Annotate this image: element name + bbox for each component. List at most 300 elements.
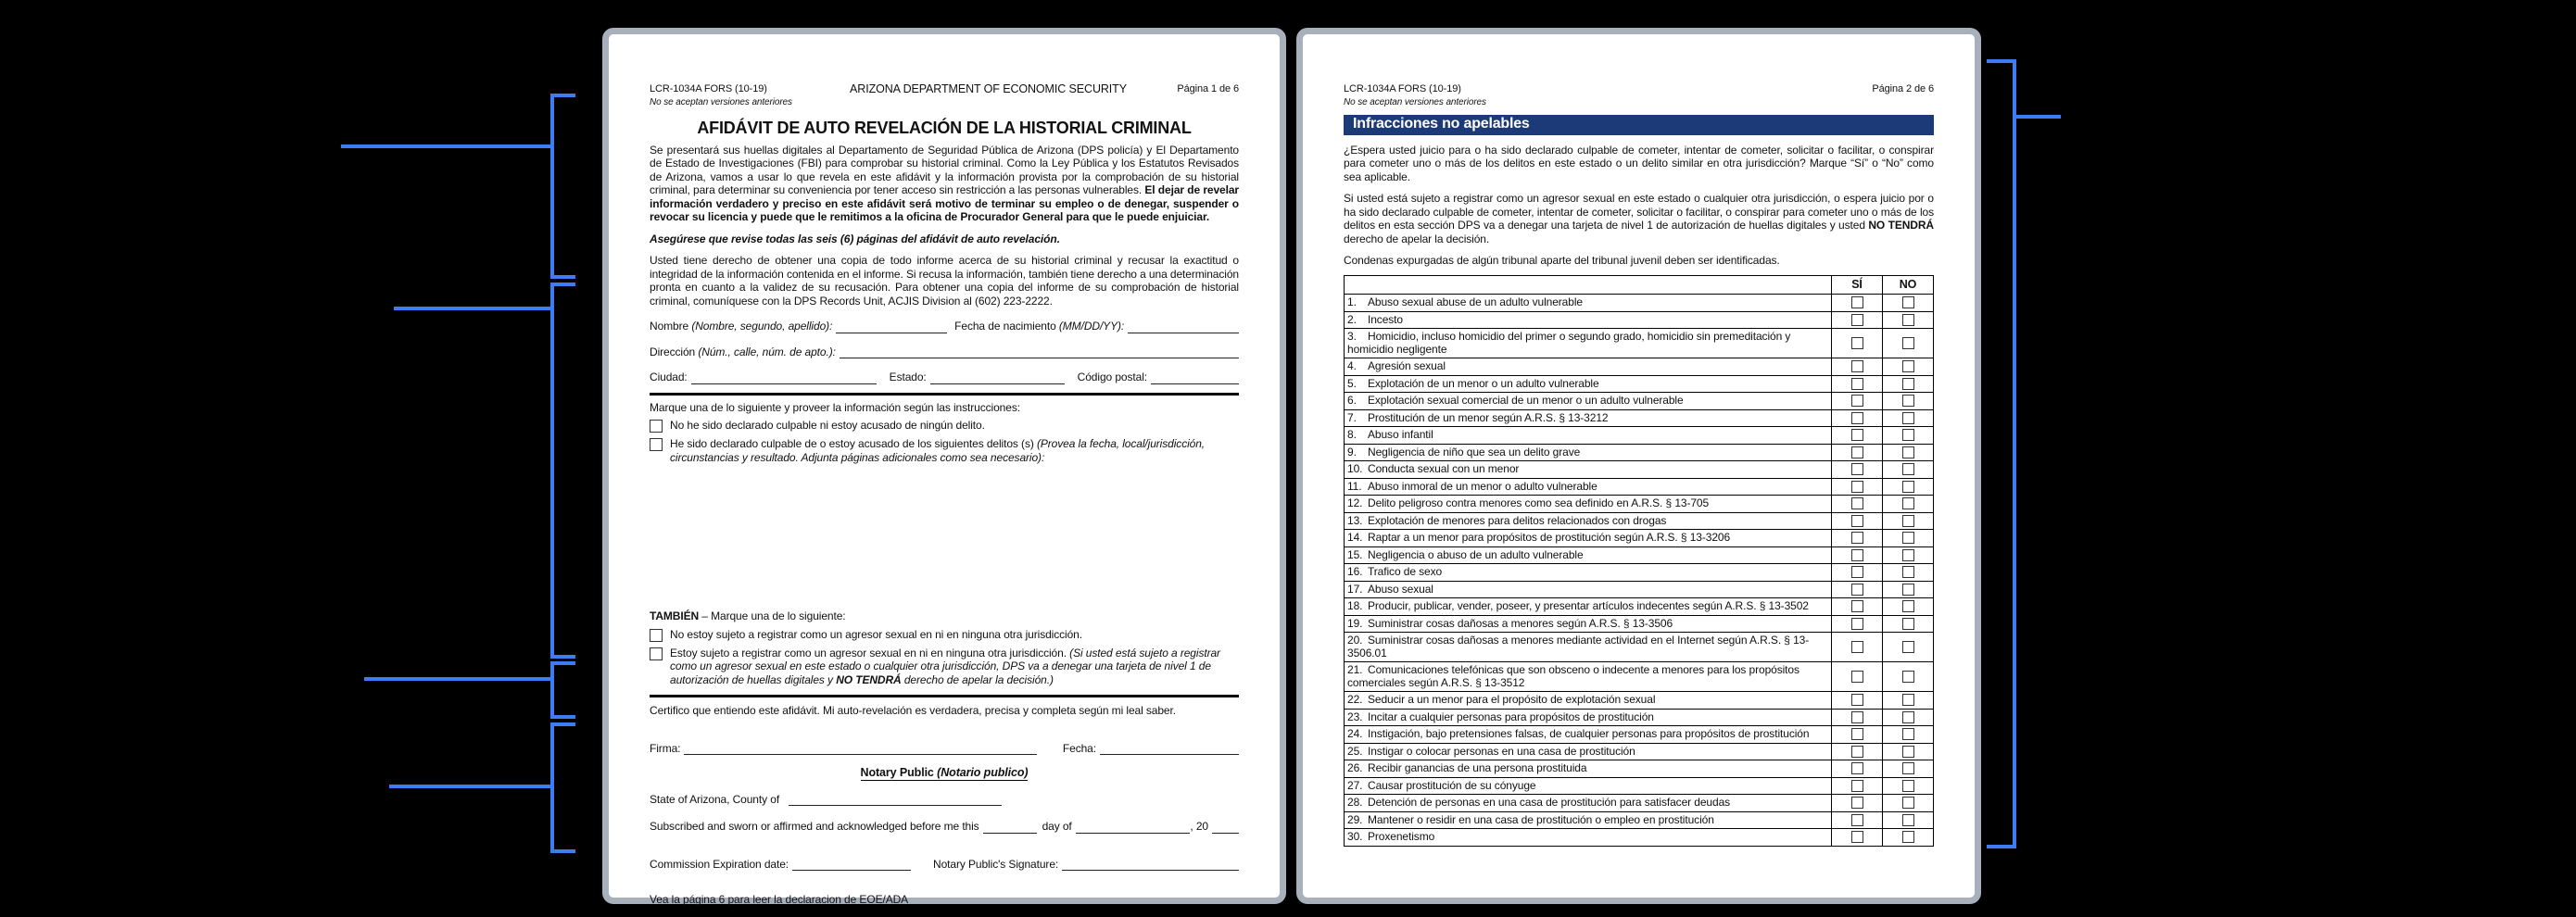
- no-cell: [1883, 692, 1934, 710]
- no-checkbox[interactable]: [1902, 641, 1914, 653]
- no-checkbox[interactable]: [1902, 360, 1914, 372]
- sworn-text-3: , 20: [1190, 820, 1208, 833]
- offense-number: 13.: [1347, 513, 1363, 527]
- offense-cell: [1345, 329, 1832, 358]
- offense-cell: [1345, 564, 1832, 582]
- signature-label: Firma:: [650, 741, 681, 755]
- si-cell: [1832, 478, 1883, 496]
- no-checkbox[interactable]: [1902, 497, 1914, 509]
- dob-field[interactable]: [1128, 320, 1239, 333]
- month-field[interactable]: [1076, 821, 1191, 834]
- offense-text: Instigación, bajo pretensiones falsas, de cualquier personas para propósitos de prostitución: [1368, 727, 1810, 740]
- offense-cell: [1345, 478, 1832, 496]
- annotation-bracket-certify: [550, 661, 575, 719]
- option-registered: [650, 647, 1239, 687]
- table-row: [1345, 496, 1934, 513]
- offense-text: Mantener o residir en una casa de prostitución o empleo en prostitución: [1368, 812, 1714, 826]
- si-cell: [1832, 311, 1883, 329]
- offense-text: Delito peligroso contra menores como sea definido en A.R.S. § 13-705: [1368, 496, 1710, 509]
- offense-number: 14.: [1347, 531, 1363, 544]
- commission-label: Commission Expiration date:: [650, 857, 789, 871]
- intro-regular: Se presentará sus huellas digitales al Departamento de Seguridad Pública de Arizona (DPS policía) y El Departamento de Estado de Investigaciones (FBI) para comprobar su historial criminal. Como la Ley Pública y los Estatutos Revisados de Arizona, vamos a usar lo que revela en este afidávit y la información provista por la comprobación de su historial criminal, para determinar su conveniencia por tener acceso sin restricción a las personas vulnerables.: [650, 143, 1239, 196]
- si-cell: [1832, 358, 1883, 376]
- annotation-bracket-intro: [550, 94, 575, 279]
- expunged-note: Condenas expurgadas de algún tribunal aparte del tribunal juvenil deben ser identificadas.: [1344, 254, 1780, 267]
- offense-cell: [1345, 311, 1832, 329]
- no-cell: [1883, 743, 1934, 760]
- option-label: He sido declarado culpable de o estoy acusado de los siguientes delitos (s) (Provea la fecha, local/jurisdicción, circunstancias y resultado. Adjunta páginas adicionales como sea necesario):: [670, 437, 1206, 464]
- no-checkbox[interactable]: [1902, 463, 1914, 475]
- table-row: [1345, 615, 1934, 633]
- table-row: [1345, 692, 1934, 710]
- si-header: SÍ: [1832, 275, 1883, 295]
- si-checkbox[interactable]: [1851, 831, 1863, 843]
- write-in-area[interactable]: [650, 464, 1239, 601]
- no-header: NO: [1883, 275, 1934, 295]
- year-field[interactable]: [1212, 821, 1239, 834]
- offense-text: Explotación de menores para delitos relacionados con drogas: [1368, 513, 1667, 527]
- sworn-row: [650, 820, 1239, 834]
- table-row: [1345, 358, 1934, 376]
- offense-text: Explotación de un menor o un adulto vulnerable: [1368, 376, 1599, 390]
- intro-paragraph: [650, 144, 1239, 224]
- offense-text: Negligencia o abuso de un adulto vulnerable: [1368, 547, 1584, 561]
- option-label: No he sido declarado culpable ni estoy acusado de ningún delito.: [670, 419, 985, 432]
- table-row: [1345, 709, 1934, 726]
- no-checkbox[interactable]: [1902, 797, 1914, 809]
- si-checkbox[interactable]: [1851, 337, 1863, 349]
- no-checkbox[interactable]: [1902, 711, 1914, 723]
- commission-row: [650, 858, 1239, 872]
- offense-cell: [1345, 375, 1832, 393]
- name-field[interactable]: [836, 320, 947, 333]
- no-cell: [1883, 496, 1934, 513]
- si-checkbox[interactable]: [1851, 746, 1863, 758]
- no-checkbox[interactable]: [1902, 515, 1914, 527]
- offense-cell: [1345, 777, 1832, 795]
- annotation-connector-notary: [389, 785, 550, 788]
- no-checkbox[interactable]: [1902, 671, 1914, 683]
- table-row: [1345, 633, 1934, 662]
- county-field[interactable]: [789, 793, 1002, 806]
- no-cell: [1883, 777, 1934, 795]
- offense-number: 19.: [1347, 616, 1363, 630]
- offenses-table: [1344, 275, 1934, 847]
- no-cell: [1883, 329, 1934, 358]
- no-checkbox[interactable]: [1902, 762, 1914, 774]
- date-label: Fecha:: [1062, 741, 1096, 755]
- page2-header: [1344, 82, 1934, 109]
- annotation-connector-form: [394, 307, 550, 310]
- day-field[interactable]: [983, 821, 1037, 834]
- no-checkbox[interactable]: [1902, 780, 1914, 792]
- offense-cell: [1345, 743, 1832, 760]
- annotation-bracket-form: [550, 283, 575, 659]
- notary-signature-field[interactable]: [1062, 858, 1239, 871]
- dob-label: Fecha de nacimiento (MM/DD/YY):: [954, 320, 1125, 333]
- no-checkbox[interactable]: [1902, 694, 1914, 706]
- si-checkbox[interactable]: [1851, 618, 1863, 630]
- date-field[interactable]: [1100, 742, 1239, 755]
- offense-number: 23.: [1347, 710, 1363, 723]
- offense-cell: [1345, 829, 1832, 847]
- name-row: [650, 320, 1239, 333]
- page1-header: [650, 82, 1239, 109]
- offense-text: Abuso sexual abuse de un adulto vulnerable: [1368, 295, 1583, 308]
- table-row: [1345, 375, 1934, 393]
- si-cell: [1832, 581, 1883, 598]
- si-checkbox[interactable]: [1851, 412, 1863, 424]
- city-label: Ciudad:: [650, 371, 688, 383]
- no-cell: [1883, 598, 1934, 616]
- no-cell: [1883, 358, 1934, 376]
- offense-cell: [1345, 444, 1832, 461]
- no-checkbox[interactable]: [1902, 532, 1914, 544]
- no-checkbox[interactable]: [1902, 549, 1914, 561]
- offense-text: Suministrar cosas dañosas a menores según A.R.S. § 13-3506: [1368, 616, 1673, 630]
- si-cell: [1832, 615, 1883, 633]
- offense-text: Detención de personas en una casa de prostitución para satisfacer deudas: [1368, 796, 1731, 809]
- offense-number: 11.: [1347, 479, 1362, 493]
- offense-number: 30.: [1347, 830, 1363, 843]
- si-cell: [1832, 692, 1883, 710]
- offense-cell: [1345, 760, 1832, 778]
- offense-text: Incitar a cualquier personas para propósitos de prostitución: [1368, 710, 1654, 723]
- not-registered-checkbox[interactable]: [650, 629, 663, 642]
- si-cell: [1832, 829, 1883, 847]
- offense-number: 10.: [1347, 462, 1363, 475]
- state-field[interactable]: [930, 371, 1065, 384]
- offense-cell: [1345, 709, 1832, 726]
- si-cell: [1832, 461, 1883, 479]
- offense-text: Comunicaciones telefónicas que son obsceno o indecente a menores para los propósitos comerciales según A.R.S. § 13-3512: [1347, 663, 1799, 689]
- form-note: No se aceptan versiones anteriores: [650, 96, 792, 107]
- si-checkbox[interactable]: [1851, 762, 1863, 774]
- offense-cell: [1345, 496, 1832, 513]
- no-cell: [1883, 581, 1934, 598]
- department-title: ARIZONA DEPARTMENT OF ECONOMIC SECURITY: [850, 82, 1127, 95]
- commission-date-field[interactable]: [792, 858, 911, 871]
- address-field[interactable]: [840, 345, 1239, 358]
- offense-cell: [1345, 295, 1832, 312]
- si-checkbox[interactable]: [1851, 780, 1863, 792]
- si-cell: [1832, 633, 1883, 662]
- si-cell: [1832, 530, 1883, 547]
- table-row: [1345, 461, 1934, 479]
- offense-text: Suministrar cosas dañosas a menores mediante actividad en el Internet según A.R.S. § 13-3506.01: [1347, 634, 1810, 659]
- page-1: [602, 28, 1286, 904]
- question-paragraph: ¿Espera usted juicio para o ha sido declarado culpable de cometer, intentar de cometer, solicitar o facilitar, o conspirar para cometer uno o más de los delitos en este estado o un delito similar en otra jurisdicción? Marque “Sí” o “No” como sea aplicable.: [1344, 143, 1934, 183]
- si-cell: [1832, 512, 1883, 530]
- no-cell: [1883, 726, 1934, 744]
- offense-text: Conducta sexual con un menor: [1368, 462, 1520, 475]
- city-row: [650, 371, 1239, 384]
- table-header-row: [1345, 275, 1934, 295]
- option-conviction: [650, 437, 1239, 464]
- no-cell: [1883, 795, 1934, 812]
- table-row: [1345, 530, 1934, 547]
- offense-text: Recibir ganancias de una persona prostituida: [1368, 761, 1587, 774]
- offense-number: 20.: [1347, 634, 1363, 647]
- si-checkbox[interactable]: [1851, 728, 1863, 740]
- offense-cell: [1345, 358, 1832, 376]
- no-cell: [1883, 546, 1934, 564]
- offense-cell: [1345, 393, 1832, 410]
- table-row: [1345, 564, 1934, 582]
- si-checkbox[interactable]: [1851, 584, 1863, 596]
- si-checkbox[interactable]: [1851, 711, 1863, 723]
- si-checkbox[interactable]: [1851, 532, 1863, 544]
- offense-number: 29.: [1347, 812, 1363, 826]
- si-checkbox[interactable]: [1851, 378, 1863, 390]
- table-row: [1345, 795, 1934, 812]
- offense-number: 6.: [1347, 394, 1357, 407]
- si-cell: [1832, 546, 1883, 564]
- offense-number: 1.: [1347, 295, 1357, 308]
- address-label: Dirección (Núm., calle, núm. de apto.):: [650, 345, 836, 358]
- offense-number: 5.: [1347, 376, 1357, 390]
- no-checkbox[interactable]: [1902, 814, 1914, 826]
- si-checkbox[interactable]: [1851, 600, 1863, 612]
- no-checkbox[interactable]: [1902, 728, 1914, 740]
- si-checkbox[interactable]: [1851, 481, 1863, 493]
- zip-label: Código postal:: [1077, 371, 1147, 383]
- si-cell: [1832, 409, 1883, 427]
- si-checkbox[interactable]: [1851, 497, 1863, 509]
- si-cell: [1832, 726, 1883, 744]
- instructions-heading: Marque una de lo siguiente y proveer la información según las instrucciones:: [650, 400, 1020, 414]
- si-cell: [1832, 709, 1883, 726]
- offense-cell: [1345, 811, 1832, 829]
- option-no-conviction: [650, 419, 1239, 433]
- form-note: No se aceptan versiones anteriores: [1344, 96, 1486, 107]
- si-cell: [1832, 444, 1883, 461]
- no-checkbox[interactable]: [1902, 429, 1914, 441]
- si-cell: [1832, 598, 1883, 616]
- no-checkbox[interactable]: [1902, 584, 1914, 596]
- si-cell: [1832, 795, 1883, 812]
- no-cell: [1883, 829, 1934, 847]
- no-cell: [1883, 564, 1934, 582]
- si-checkbox[interactable]: [1851, 515, 1863, 527]
- no-checkbox[interactable]: [1902, 314, 1914, 326]
- offense-cell: [1345, 427, 1832, 445]
- no-cell: [1883, 811, 1934, 829]
- si-checkbox[interactable]: [1851, 566, 1863, 578]
- offense-text: Abuso infantil: [1368, 428, 1433, 441]
- no-cell: [1883, 311, 1934, 329]
- no-checkbox[interactable]: [1902, 446, 1914, 458]
- offense-number: 27.: [1347, 778, 1363, 792]
- no-checkbox[interactable]: [1902, 337, 1914, 349]
- offense-text: Agresión sexual: [1368, 359, 1446, 372]
- conviction-checkbox[interactable]: [650, 438, 663, 451]
- offense-text: Homicidio, incluso homicidio del primer o segundo grado, homicidio sin premeditación y homicidio negligente: [1347, 330, 1791, 356]
- offense-cell: [1345, 795, 1832, 812]
- si-cell: [1832, 777, 1883, 795]
- offense-number: 9.: [1347, 445, 1357, 458]
- offense-cell: [1345, 409, 1832, 427]
- si-checkbox[interactable]: [1851, 296, 1863, 308]
- table-row: [1345, 478, 1934, 496]
- zip-field[interactable]: [1151, 371, 1239, 384]
- offense-text: Raptar a un menor para propósitos de prostitución según A.R.S. § 13-3206: [1368, 531, 1731, 544]
- table-row: [1345, 311, 1934, 329]
- no-checkbox[interactable]: [1902, 566, 1914, 578]
- si-checkbox[interactable]: [1851, 395, 1863, 407]
- offense-text: Incesto: [1368, 312, 1403, 326]
- divider: [650, 695, 1239, 697]
- offense-cell: [1345, 598, 1832, 616]
- tambien-heading: TAMBIÉN – Marque una de lo siguiente:: [650, 609, 846, 622]
- si-checkbox[interactable]: [1851, 797, 1863, 809]
- no-checkbox[interactable]: [1902, 378, 1914, 390]
- offense-number: 8.: [1347, 428, 1357, 441]
- page-2: [1296, 28, 1981, 904]
- si-checkbox[interactable]: [1851, 671, 1863, 683]
- page1-footer: Vea la página 6 para leer la declaracion de EOE/ADA: [650, 893, 909, 906]
- no-cell: [1883, 709, 1934, 726]
- no-cell: [1883, 444, 1934, 461]
- table-row: [1345, 598, 1934, 616]
- offense-text: Trafico de sexo: [1368, 565, 1443, 578]
- no-checkbox[interactable]: [1902, 481, 1914, 493]
- si-cell: [1832, 496, 1883, 513]
- annotation-bracket-page2: [1987, 59, 2016, 848]
- no-checkbox[interactable]: [1902, 395, 1914, 407]
- registry-paragraph: Si usted está sujeto a registrar como un agresor sexual en este estado o cualquier otra jurisdicción, o espera juicio por o ha sido declarado culpable de cometer, intentar de cometer, solicitar o facilitar, o conspirar para cometer uno o más de los delitos en esta sección DPS va a denegar una tarjeta de nivel 1 de autorización de huellas digitales y usted NO TENDRÁ derecho de apelar la decisión.: [1344, 192, 1934, 245]
- si-cell: [1832, 760, 1883, 778]
- si-checkbox[interactable]: [1851, 314, 1863, 326]
- no-cell: [1883, 760, 1934, 778]
- rights-paragraph: Usted tiene derecho de obtener una copia de todo informe acerca de su historial criminal y recusar la exactitud o integridad de la información contenida en el informe. Si recusa la información, también tiene derecho a una determinación pronta en cuanto a la validez de su recusación. Para obtener una copia del informe de su comprobación de historial criminal, comuníquese con la DPS Records Unit, ACJIS Division al (602) 223-2222.: [650, 254, 1239, 308]
- annotation-bracket-notary: [550, 722, 575, 853]
- offense-cell: [1345, 633, 1832, 662]
- si-cell: [1832, 811, 1883, 829]
- offense-text: Abuso inmoral de un menor o adulto vulnerable: [1368, 479, 1597, 493]
- no-cell: [1883, 662, 1934, 692]
- no-checkbox[interactable]: [1902, 746, 1914, 758]
- offense-number: 16.: [1347, 565, 1363, 578]
- offense-number: 12.: [1347, 496, 1363, 509]
- offense-cell: [1345, 581, 1832, 598]
- offense-text: Proxenetismo: [1368, 830, 1435, 843]
- notary-signature-label: Notary Public's Signature:: [933, 857, 1059, 871]
- section-banner: Infracciones no apelables: [1344, 115, 1934, 135]
- no-cell: [1883, 478, 1934, 496]
- no-cell: [1883, 530, 1934, 547]
- certify-statement: Certifico que entiendo este afidávit. Mi auto-revelación es verdadera, precisa y completa según mi leal saber.: [650, 704, 1176, 717]
- no-cell: [1883, 409, 1934, 427]
- si-checkbox[interactable]: [1851, 814, 1863, 826]
- no-checkbox[interactable]: [1902, 831, 1914, 843]
- offense-number: 7.: [1347, 410, 1357, 424]
- table-row: [1345, 760, 1934, 778]
- offense-text: Negligencia de niño que sea un delito grave: [1368, 445, 1581, 458]
- review-note: Asegúrese que revise todas las seis (6) páginas del afidávit de auto revelación.: [650, 232, 1060, 245]
- name-label: Nombre (Nombre, segundo, apellido):: [650, 320, 833, 333]
- table-row: [1345, 662, 1934, 692]
- table-row: [1345, 393, 1934, 410]
- offense-text: Producir, publicar, vender, poseer, y presentar artículos indecentes según A.R.S. § 13-3502: [1368, 599, 1809, 612]
- no-checkbox[interactable]: [1902, 618, 1914, 630]
- table-row: [1345, 329, 1934, 358]
- offense-number: 26.: [1347, 761, 1363, 774]
- notary-state-row: [650, 793, 1239, 807]
- si-cell: [1832, 662, 1883, 692]
- registered-checkbox[interactable]: [650, 647, 663, 660]
- si-checkbox[interactable]: [1851, 360, 1863, 372]
- page-number: Página 2 de 6: [1872, 83, 1934, 94]
- table-row: [1345, 811, 1934, 829]
- si-checkbox[interactable]: [1851, 641, 1863, 653]
- table-row: [1345, 829, 1934, 847]
- offense-text: Instigar o colocar personas en una casa de prostitución: [1368, 744, 1635, 758]
- table-row: [1345, 512, 1934, 530]
- page-title: AFIDÁVIT DE AUTO REVELACIÓN DE LA HISTORIAL CRIMINAL: [697, 119, 1192, 137]
- offense-header-cell: [1345, 275, 1832, 295]
- annotation-connector-page2: [2016, 115, 2061, 119]
- city-field[interactable]: [691, 371, 877, 384]
- si-cell: [1832, 295, 1883, 312]
- offense-cell: [1345, 461, 1832, 479]
- table-row: [1345, 743, 1934, 760]
- si-checkbox[interactable]: [1851, 429, 1863, 441]
- sworn-text-2: day of: [1042, 820, 1072, 833]
- offense-cell: [1345, 662, 1832, 692]
- offense-number: 22.: [1347, 693, 1363, 706]
- offense-number: 4.: [1347, 359, 1357, 372]
- si-checkbox[interactable]: [1851, 463, 1863, 475]
- no-cell: [1883, 375, 1934, 393]
- offense-number: 15.: [1347, 547, 1363, 561]
- divider: [650, 393, 1239, 396]
- no-checkbox[interactable]: [1902, 296, 1914, 308]
- si-checkbox[interactable]: [1851, 549, 1863, 561]
- intro-bold: El dejar de revelar información verdadero y preciso en este afidávit será motivo de terminar su empleo o de denegar, suspender o revocar su licencia y puede que le remitimos a la oficina de Procurador General para que le puede enjuiciar.: [650, 183, 1239, 223]
- no-cell: [1883, 615, 1934, 633]
- no-cell: [1883, 512, 1934, 530]
- no-checkbox[interactable]: [1902, 412, 1914, 424]
- offense-number: 21.: [1347, 663, 1363, 676]
- si-checkbox[interactable]: [1851, 446, 1863, 458]
- offense-cell: [1345, 615, 1832, 633]
- offense-cell: [1345, 512, 1832, 530]
- offense-text: Causar prostitución de su cónyuge: [1368, 778, 1536, 792]
- annotation-connector-intro: [341, 144, 550, 148]
- offense-number: 17.: [1347, 582, 1363, 596]
- offense-number: 28.: [1347, 796, 1363, 809]
- no-checkbox[interactable]: [1902, 600, 1914, 612]
- table-row: [1345, 726, 1934, 744]
- offense-number: 3.: [1347, 330, 1357, 343]
- si-cell: [1832, 427, 1883, 445]
- no-conviction-checkbox[interactable]: [650, 420, 663, 433]
- offense-cell: [1345, 546, 1832, 564]
- signature-row: [650, 742, 1239, 756]
- option-label: No estoy sujeto a registrar como un agresor sexual en ni en ninguna otra jurisdicción.: [670, 627, 1082, 641]
- offense-number: 18.: [1347, 599, 1363, 612]
- page-number: Página 1 de 6: [1177, 83, 1239, 94]
- offense-number: 24.: [1347, 727, 1363, 740]
- signature-field[interactable]: [684, 742, 1037, 755]
- si-cell: [1832, 375, 1883, 393]
- sworn-text-1: Subscribed and sworn or affirmed and acknowledged before me this: [650, 820, 979, 833]
- si-checkbox[interactable]: [1851, 694, 1863, 706]
- offense-cell: [1345, 726, 1832, 744]
- notary-heading: Notary Public (Notario publico): [860, 766, 1029, 779]
- offense-text: Seducir a un menor para el propósito de explotación sexual: [1368, 693, 1656, 706]
